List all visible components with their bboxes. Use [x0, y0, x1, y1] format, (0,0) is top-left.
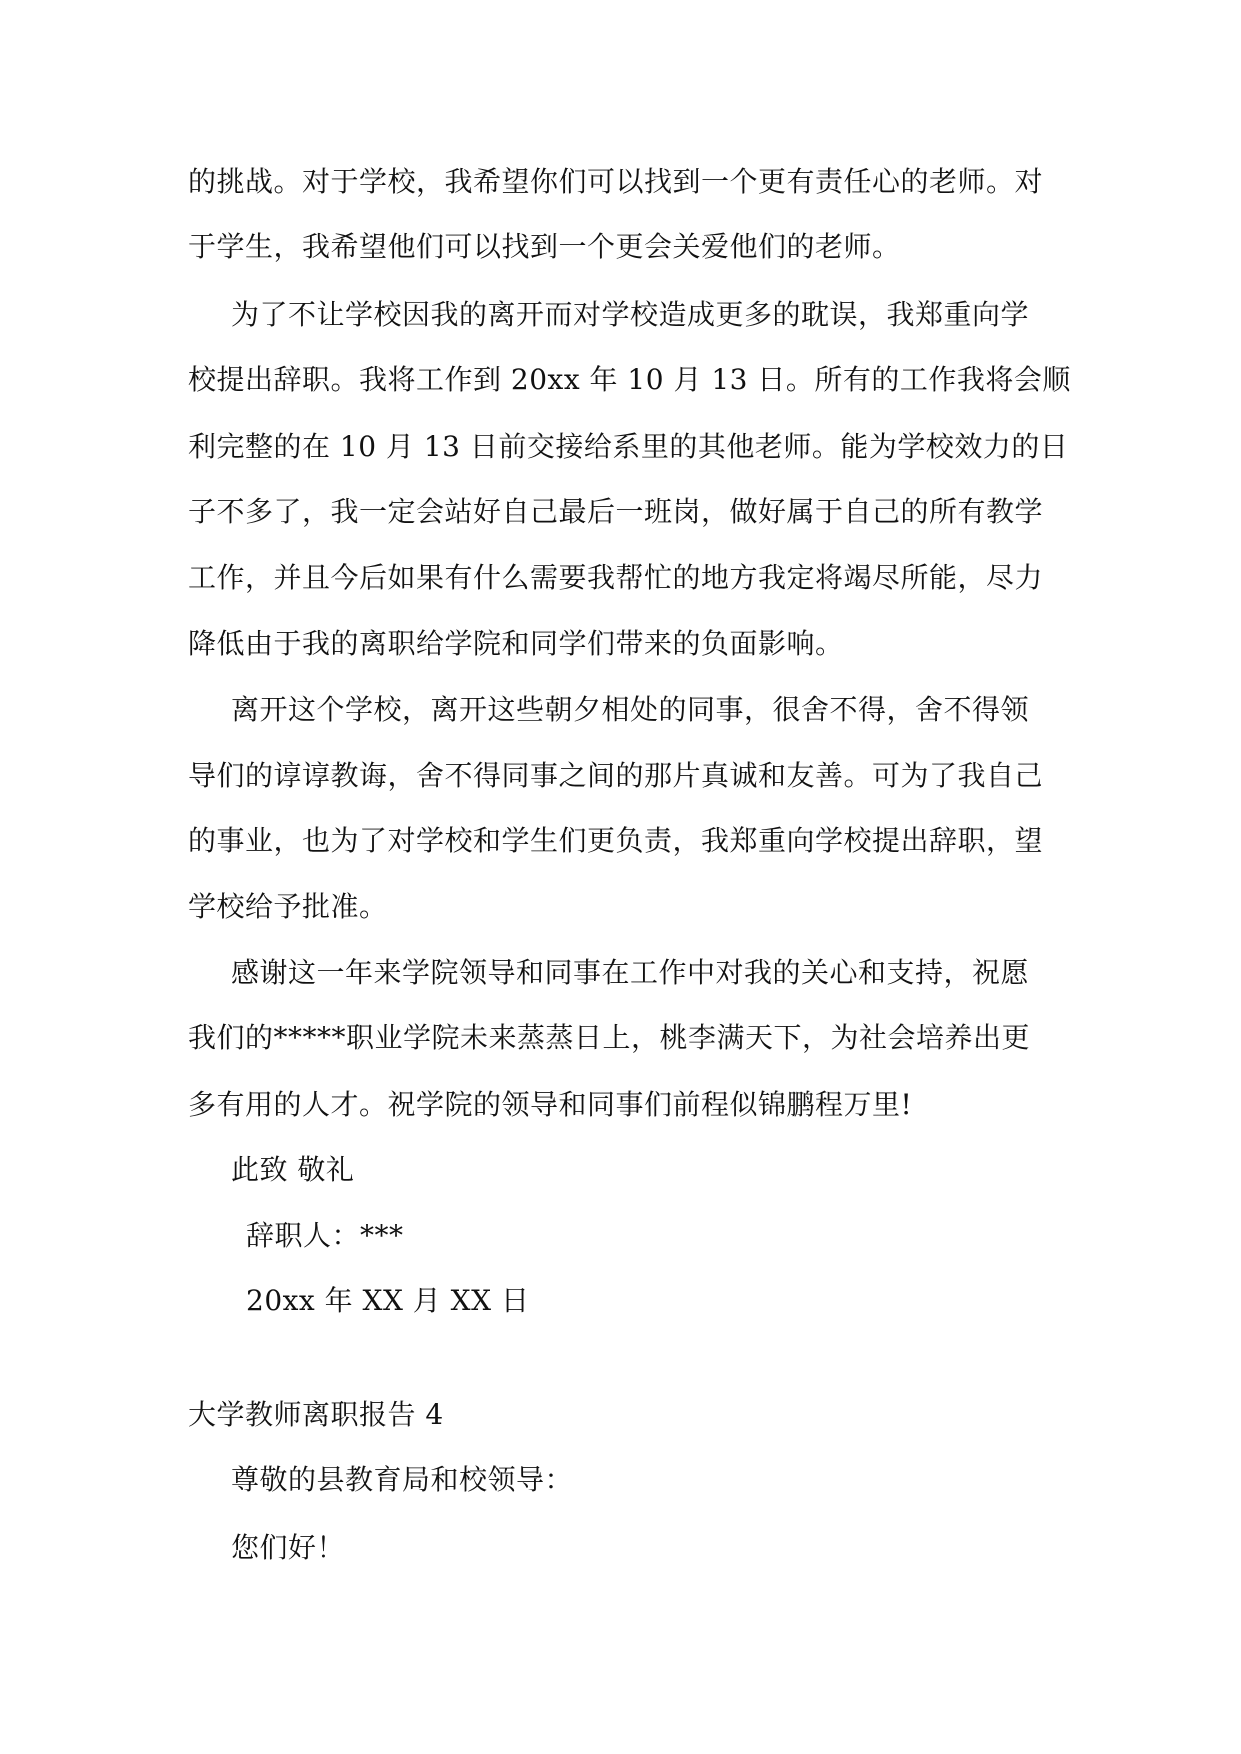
paragraph-4-line-2: 我们的*****职业学院未来蒸蒸日上，桃李满天下，为社会培养出更: [188, 1021, 1031, 1054]
paragraph-4-line-3: 多有用的人才。祝学院的领导和同事们前程似锦鹏程万里!: [188, 1088, 913, 1121]
paragraph-3-line-4: 学校给予批准。: [188, 890, 388, 923]
date-line: 20xx 年 XX 月 XX 日: [246, 1284, 530, 1317]
paragraph-2-line-3: 利完整的在 10 月 13 日前交接给系里的其他老师。能为学校效力的日: [188, 430, 1069, 463]
paragraph-1-line-2: 于学生，我希望他们可以找到一个更会关爱他们的老师。: [188, 230, 901, 263]
paragraph-2-line-1: 为了不让学校因我的离开而对学校造成更多的耽误，我郑重向学: [231, 298, 1030, 331]
closing-text: 此致 敬礼: [231, 1153, 355, 1186]
paragraph-2-line-5: 工作，并且今后如果有什么需要我帮忙的地方我定将竭尽所能，尽力: [188, 561, 1044, 594]
paragraph-2-line-2: 校提出辞职。我将工作到 20xx 年 10 月 13 日。所有的工作我将会顺: [188, 363, 1071, 396]
paragraph-2-line-6: 降低由于我的离职给学院和同学们带来的负面影响。: [188, 627, 844, 660]
paragraph-4-line-1: 感谢这一年来学院领导和同事在工作中对我的关心和支持，祝愿: [231, 956, 1030, 989]
paragraph-1-line-1: 的挑战。对于学校，我希望你们可以找到一个更有责任心的老师。对: [188, 165, 1044, 198]
section-title: 大学教师离职报告 4: [188, 1398, 444, 1431]
paragraph-2-line-4: 子不多了，我一定会站好自己最后一班岗，做好属于自己的所有教学: [188, 495, 1044, 528]
greeting: 您们好！: [231, 1531, 346, 1564]
signer-line: 辞职人：***: [246, 1219, 404, 1252]
paragraph-3-line-2: 导们的谆谆教诲，舍不得同事之间的那片真诚和友善。可为了我自己: [188, 759, 1044, 792]
salutation: 尊敬的县教育局和校领导：: [231, 1463, 574, 1496]
paragraph-3-line-3: 的事业，也为了对学校和学生们更负责，我郑重向学校提出辞职，望: [188, 824, 1044, 857]
paragraph-3-line-1: 离开这个学校，离开这些朝夕相处的同事，很舍不得，舍不得领: [231, 693, 1030, 726]
